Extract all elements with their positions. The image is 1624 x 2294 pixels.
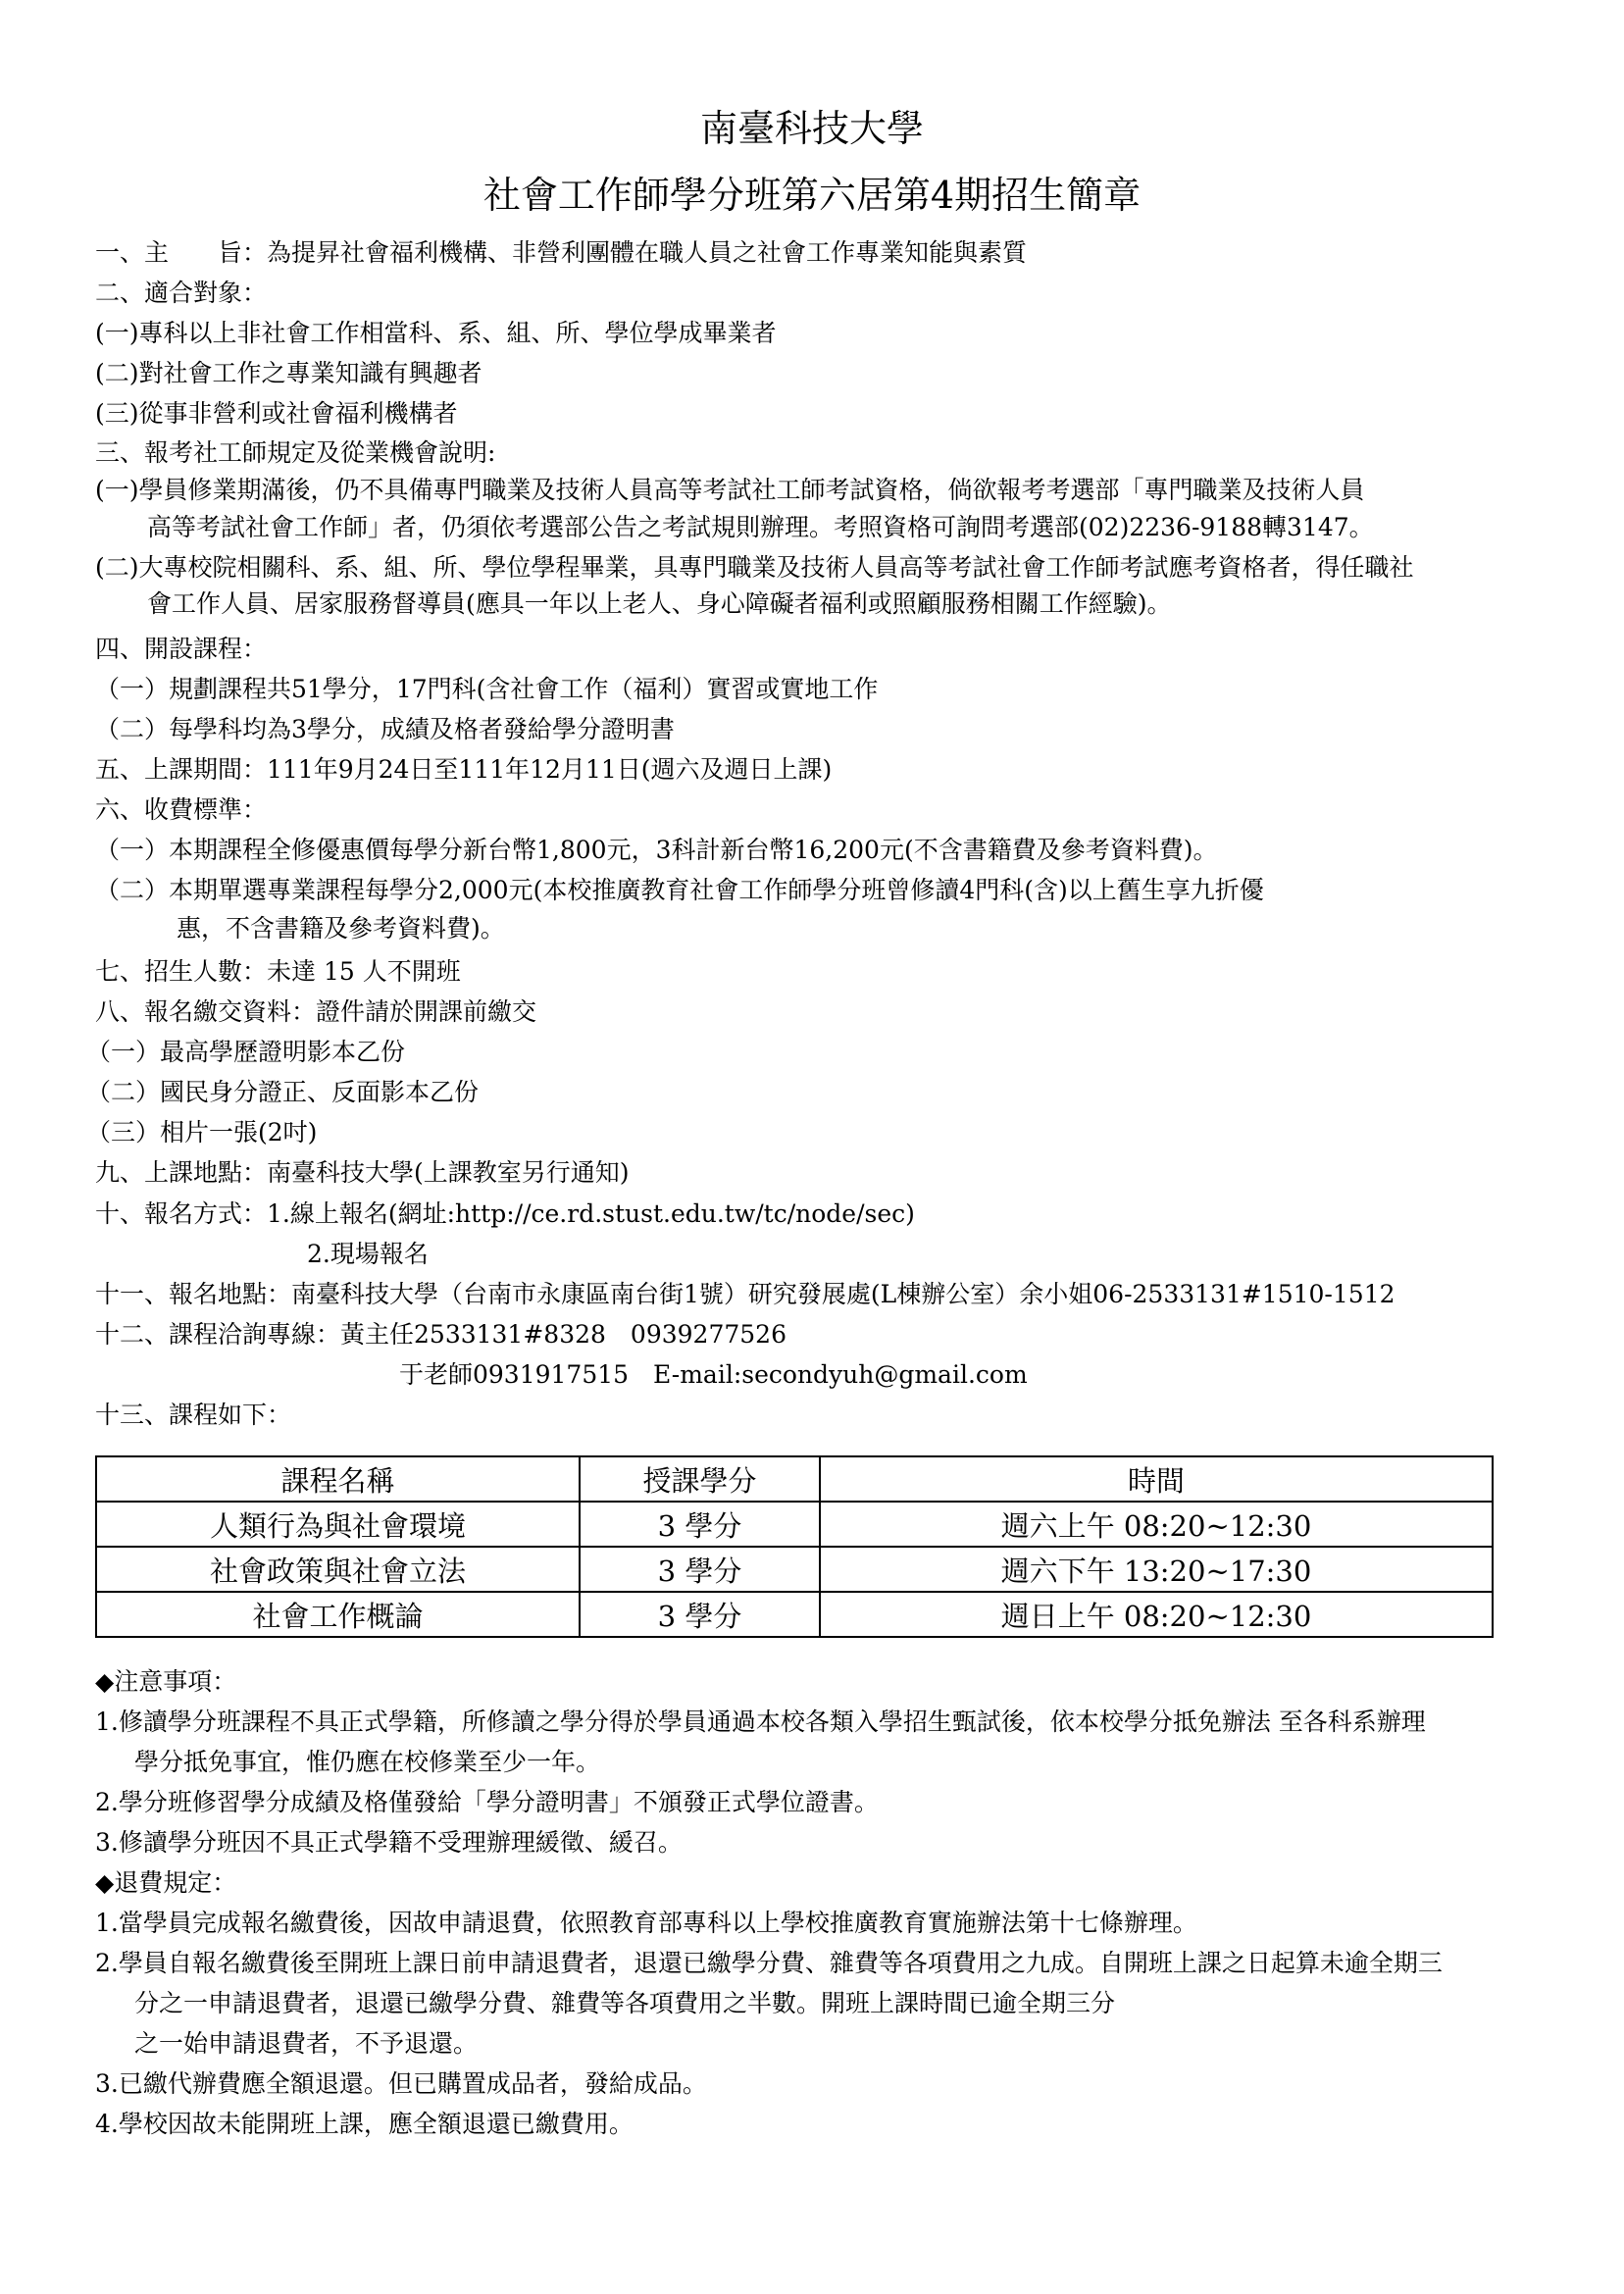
text-line: （一）規劃課程共51學分，17門科(含社會工作（福利）實習或實地工作 [95, 675, 879, 703]
text-line: 惠，不含書籍及參考資料費)。 [177, 914, 505, 943]
text-line: （二）國民身分證正、反面影本乙份 [86, 1078, 480, 1106]
text-line: 七、招生人數：未達 15 人不開班 [95, 957, 461, 986]
table-cell: 週六上午 08:20~12:30 [820, 1502, 1493, 1547]
table-cell: 社會政策與社會立法 [96, 1547, 580, 1592]
school-title: 南臺科技大學 [699, 107, 924, 150]
table-cell: 人類行為與社會環境 [96, 1502, 580, 1547]
note-line: 1.當學員完成報名繳費後，因故申請退費，依照教育部專科以上學校推廣教育實施辦法第十七條辦理。 [95, 1909, 1197, 1937]
text-line: 十三、課程如下： [95, 1401, 292, 1429]
table-cell: 3 學分 [580, 1502, 820, 1547]
table-cell: 3 學分 [580, 1592, 820, 1637]
note-line: 3.修讀學分班因不具正式學籍不受理辦理緩徵、緩召。 [95, 1828, 683, 1857]
refund-heading: ◆退費規定： [95, 1868, 237, 1897]
text-line: 會工作人員、居家服務督導員(應具一年以上老人、身心障礙者福利或照顧服務相關工作經驗)。 [147, 589, 1172, 618]
text-line: 高等考試社會工作師」者，仍須依考選部公告之考試規則辦理。考照資格可詢問考選部(02)2236-9188轉3147。 [147, 513, 1374, 541]
text-line: (三)從事非營利或社會福利機構者 [95, 399, 458, 428]
notes-heading: ◆注意事項： [95, 1667, 237, 1696]
note-line: 學分抵免事宜，惟仍應在校修業至少一年。 [134, 1748, 601, 1776]
text-line: （一）本期課程全修優惠價每學分新台幣1,800元，3科計新台幣16,200元(不含書籍費及參考資料費)。 [95, 836, 1218, 864]
text-line: 十二、課程洽詢專線：黃主任2533131#8328 0939277526 [95, 1320, 787, 1349]
text-line: (二)大專校院相關科、系、組、所、學位學程畢業，具專門職業及技術人員高等考試社會工作師考試應考資格者，得任職社 [95, 553, 1414, 582]
text-line: 于老師0931917515 E-mail:secondyuh@gmail.com [399, 1360, 1028, 1389]
text-line: 五、上課期間：111年9月24日至111年12月11日(週六及週日上課) [95, 755, 833, 784]
note-line: 2.學員自報名繳費後至開班上課日前申請退費者，退還已繳學分費、雜費等各項費用之九成。自開班上課之日起算未逾全期三 [95, 1949, 1443, 1977]
text-line: 三、報考社工師規定及從業機會說明: [95, 438, 496, 467]
text-line: 六、收費標準： [95, 795, 268, 824]
table-row [96, 1502, 1493, 1547]
table-row [96, 1592, 1493, 1637]
column-header: 時間 [820, 1456, 1493, 1502]
text-line: 二、適合對象： [95, 279, 268, 307]
note-line: 1.修讀學分班課程不具正式學籍，所修讀之學分得於學員通過本校各類入學招生甄試後，依本校學分抵免辦法 至各科系辦理 [95, 1708, 1426, 1736]
table-cell: 3 學分 [580, 1547, 820, 1592]
text-line: 2.現場報名 [307, 1240, 429, 1268]
text-line: 九、上課地點：南臺科技大學(上課教室另行通知) [95, 1158, 630, 1187]
note-line: 之一始申請退費者，不予退還。 [134, 2029, 479, 2058]
column-header: 課程名稱 [96, 1456, 580, 1502]
text-line: （二）本期單選專業課程每學分2,000元(本校推廣教育社會工作師學分班曾修讀4門科(含)以上舊生享九折優 [95, 876, 1264, 904]
table-cell: 週日上午 08:20~12:30 [820, 1592, 1493, 1637]
note-line: 2.學分班修習學分成績及格僅發給「學分證明書」不頒發正式學位證書。 [95, 1788, 879, 1816]
note-line: 4.學校因故未能開班上課，應全額退還已繳費用。 [95, 2110, 634, 2138]
text-line: 八、報名繳交資料：證件請於開課前繳交 [95, 997, 537, 1026]
note-line: 分之一申請退費者，退還已繳學分費、雜費等各項費用之半數。開班上課時間已逾全期三分 [134, 1989, 1116, 2017]
text-line: (一)專科以上非社會工作相當科、系、組、所、學位學成畢業者 [95, 319, 777, 347]
text-line: （一）最高學歷證明影本乙份 [86, 1038, 406, 1066]
text-line: (一)學員修業期滿後，仍不具備專門職業及技術人員高等考試社工師考試資格，倘欲報考考選部「專門職業及技術人員 [95, 476, 1365, 504]
table-cell: 社會工作概論 [96, 1592, 580, 1637]
table-row [96, 1547, 1493, 1592]
text-line: 十、報名方式：1.線上報名(網址:http://ce.rd.stust.edu.tw/tc/node/sec) [95, 1199, 915, 1228]
text-line: (二)對社會工作之專業知識有興趣者 [95, 359, 482, 387]
text-line: （三）相片一張(2吋) [86, 1118, 318, 1147]
document-title: 社會工作師學分班第六居第4期招生簡章 [482, 174, 1142, 217]
note-line: 3.已繳代辦費應全額退還。但已購置成品者，發給成品。 [95, 2069, 707, 2098]
text-line: 四、開設課程： [95, 635, 268, 663]
text-line: 一、主 旨：為提昇社會福利機構、非營利團體在職人員之社會工作專業知能與素質 [95, 238, 1028, 267]
table-header-row [96, 1456, 1493, 1502]
table-cell: 週六下午 13:20~17:30 [820, 1547, 1493, 1592]
course-table [95, 1455, 1494, 1638]
text-line: （二）每學科均為3學分，成績及格者發給學分證明書 [95, 715, 675, 743]
column-header: 授課學分 [580, 1456, 820, 1502]
text-line: 十一、報名地點：南臺科技大學（台南市永康區南台街1號）研究發展處(L棟辦公室）余小姐06-2533131#1510-1512 [95, 1280, 1396, 1308]
